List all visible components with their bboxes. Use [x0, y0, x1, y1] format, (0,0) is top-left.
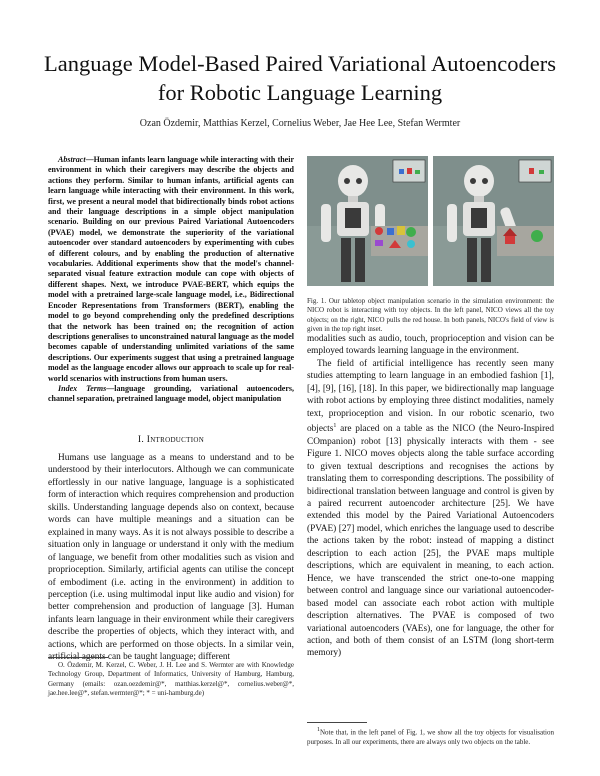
abstract — [48, 155, 294, 384]
objects-footnote-body: Note that, in the left panel of Fig. 1, we show all the toy objects for visualisation purposes. In all our experiments, there are always only two objects on the table. — [307, 728, 554, 746]
right-column-body — [307, 333, 554, 660]
objects-footnote-text — [307, 726, 554, 747]
affiliation-footnote — [48, 661, 294, 699]
section-heading-introduction: I. Introduction — [137, 435, 205, 445]
index-terms-text: —language grounding, variational autoencoders, channel separation, pretrained language model, object manipulation — [48, 383, 294, 404]
footnote-marker: 1 — [333, 423, 337, 430]
figure-1 — [307, 156, 554, 286]
right-paragraph-2a: The field of artificial intelligence has recently seen many studies attempting to learn language in an embodied fashion [1], [4], [9], [16], [18]. In this paper, we bidirectionally map language with robot actions by employing three distinct modalities, namely text, proprioception and vision. In our robotic scenario, two objects — [307, 358, 554, 435]
footnote-rule-right — [307, 722, 367, 723]
right-paragraph-1: modalities such as audio, touch, proprioception and vision can be employed towards learning language in the environment. — [307, 334, 554, 357]
abstract-label: Abstract — [58, 155, 86, 164]
objects-footnote — [307, 726, 554, 747]
author-list: Ozan Özdemir, Matthias Kerzel, Cornelius Weber, Jae Hee Lee, Stefan Wermter — [139, 118, 461, 129]
objects-footnote-mark: 1 — [317, 727, 320, 733]
paper-title: Language Model-Based Paired Variational Autoencoders for Robotic Language Learning — [44, 51, 556, 105]
right-paragraph-2b: are placed on a table as the NICO (the Neuro-Inspired COmpanion) robot [13] physically interacts with them - see Figure 1. NICO moves objects along the table surface according to given textual descriptions and recognises the actions by translating them to corresponding descriptions. The possibility of bidirectional translation between language and control is given by a paired recurrent autoencoder architecture [25]. We have extended this model by the Paired Variational Autoencoders (PVAE) [27] model, which enriches the language used to describe the actions taken by the robot: instead of mapping a distinct description to each action [25], the PVAE maps multiple descriptions, which are equivalent in meaning, to each action. Hence, we have transcended the strict one-to-one mapping between control and language since our variational autoencoder-based model can associate each robot action with multiple description alternatives. The PVAE is composed of two variational autoencoders (VAEs), one for language, the other for action, and both of them consist of an LSTM (long short-term memory) — [307, 424, 554, 659]
figure-1-image — [307, 156, 554, 286]
abstract-text: —Human infants learn language while interacting with their environment in which their caregivers may describe the objects and actions they perform. Similar to human infants, artificial agents can learn language while interacting with their environment. In this work, first, we present a neural model that bidirectionally binds robot actions and their language descriptions in a simple object manipulation scenario. Building on our previous Paired Variational Autoencoders (PVAE) model, we demonstrate the superiority of the variational autoencoder over standard autoencoders by experimenting with cubes of different colours, and by enabling the production of alternative vocabularies. Additional experiments show that the model's channel-separated visual feature extraction module can cope with objects of different shapes. Next, we introduce PVAE-BERT, which equips the model with a pretrained large-scale language model, i.e., Bidirectional Encoder Representations from Transformers (BERT), enabling the model to go beyond comprehending only the predefined descriptions that the network has been trained on; the recognition of action descriptions generalises to unconstrained natural language as the model becomes capable of understanding unlimited variations of the same descriptions. Our experiments suggest that using a pretrained language model as the language encoder allows our approach to scale up for real-world scenarios with instructions from human users. — [48, 155, 294, 383]
footnote-rule-left — [48, 657, 108, 658]
affiliation-footnote-text: O. Özdemir, M. Kerzel, C. Weber, J. H. Lee and S. Wermter are with Knowledge Technology Group, Department of Informatics, University of Hamburg, Hamburg, Germany (emails: ozan.oezdemir@*, matthias.kerzel@*, cornelius.weber@*, jae.hee.lee@*, stefan.wermter@*; * = uni-hamburg.de) — [48, 661, 294, 698]
right-paragraph-2 — [307, 358, 554, 660]
abstract-block — [48, 155, 294, 405]
index-terms-label: Index Terms — [58, 383, 107, 393]
figure-left-panel — [307, 156, 428, 286]
index-terms — [48, 384, 294, 405]
introduction-text: Humans use language as a means to understand and to be understood by their interlocutors. Although we can communicate effortlessly in our native language, language is a sophisticated form of interaction which requires comprehension and production skills. Understanding language depends also on context, because words can have multiple meanings and a situation can be explained in many ways. As it is not always possible to describe a situation only in language or understand it only with the medium of language, we benefit from other modalities such as vision and proprioception. Similarly, artificial agents can utilise the concept of embodiment (i.e. acting in the environment) in addition to perception (i.e. using multimodal input like audio and vision) for better comprehension and production of language [3]. Human infants learn language in their environment while their caregivers describe the properties of objects, which they interact with, and actions, which are performed on those objects. In a similar vein, artificial agents can be taught language; different — [48, 453, 294, 663]
figure-1-caption: Fig. 1. Our tabletop object manipulation scenario in the simulation environment: the NICO robot is interacting with toy objects. In the left panel, NICO views all the toy objects; on the right, NICO pulls the red house. In both panels, NICO's field of view is given in the top right inset. — [307, 297, 554, 333]
figure-right-panel — [433, 156, 554, 286]
introduction-paragraph — [48, 452, 294, 664]
